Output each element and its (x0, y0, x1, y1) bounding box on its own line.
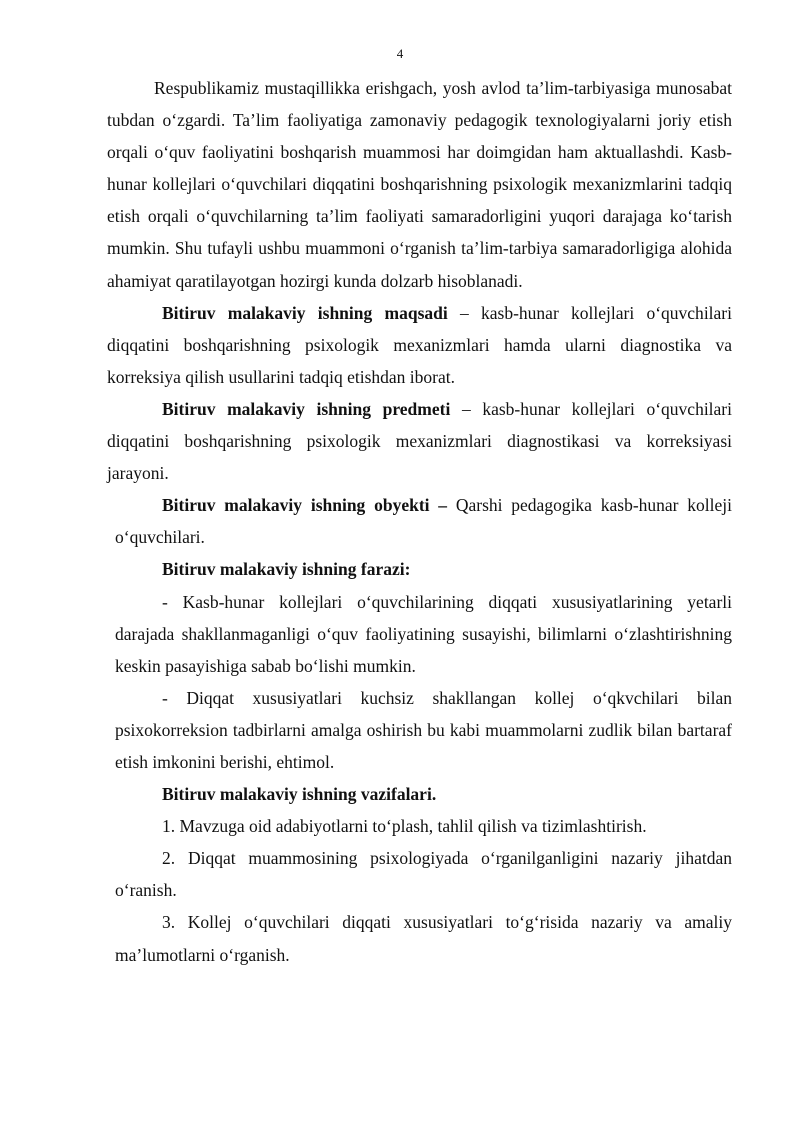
task-item-3: 3. Kollej o‘quvchilari diqqati xususiyatlari to‘g‘risida nazariy va amaliy ma’lumotlarni o‘rganish. (115, 912, 732, 965)
hypothesis-label: Bitiruv malakaviy ishning farazi: (162, 559, 411, 580)
subject-label: Bitiruv malakaviy ishning predmeti (162, 398, 451, 419)
subject-paragraph (107, 393, 732, 489)
document-body (107, 72, 732, 971)
page-number: 4 (396, 46, 404, 61)
goal-text: – kasb-hunar kollejlari o‘quvchilari diqqatini boshqarishning psixologik mexanizmlari hamda ularni diagnostika va korreksiya qilish usullarini tadqiq etishdan iborat. (107, 302, 732, 387)
task-item-1: 1. Mavzuga oid adabiyotlarni to‘plash, tahlil qilish va tizimlashtirish. (162, 816, 647, 837)
object-label: Bitiruv malakaviy ishning obyekti – (162, 495, 448, 516)
hypothesis-item-2: - Diqqat xususiyatlari kuchsiz shakllangan kollej o‘qkvchilari bilan psixokorreksion tadbirlarni amalga oshirish bu kabi muammolarni zudlik bilan bartaraf etish imkonini berishi, ehtimol. (115, 687, 732, 772)
subject-text: – kasb-hunar kollejlari o‘quvchilari diqqatini boshqarishning psixologik mexanizmlari diagnostikasi va korreksiyasi jarayoni. (107, 398, 733, 484)
tasks-label: Bitiruv malakaviy ishning vazifalari. (162, 784, 437, 805)
goal-paragraph (107, 297, 732, 393)
hypothesis-item-1: - Kasb-hunar kollejlari o‘quvchilarining diqqati xususiyatlarining yetarli darajada shakllanmaganligi o‘quv faoliyatining susayishi, bilimlarni o‘zlashtirishning keskin pasayishiga sabab bo‘lishi mumkin. (115, 591, 732, 676)
object-text: Qarshi pedagogika kasb-hunar kolleji o‘quvchilari. (115, 495, 732, 548)
tasks-heading (107, 778, 732, 810)
object-paragraph (107, 489, 732, 553)
goal-label: Bitiruv malakaviy ishning maqsadi (162, 302, 448, 323)
intro-paragraph: Respublikamiz mustaqillikka erishgach, yosh avlod ta’lim-tarbiyasiga munosabat tubdan o‘zgardi. Ta’lim faoliyatiga zamonaviy pedagogik texnologiyalarni joriy etish orqali o‘quv faoliyatini boshqarish muammosi har doimgidan ham aktuallashdi. Kasb-hunar kollejlari o‘quvchilari diqqatini boshqarishning psixologik mexanizmlarini tadqiq etish orqali o‘quvchilarning ta’lim faoliyati samaradorligini yuqori darajaga ko‘tarish mumkin. Shu tufayli ushbu muammoni o‘rganish ta’lim-tarbiya samaradorligiga alohida ahamiyat qaratilayotgan hozirgi kunda dolzarb hisoblanadi. (107, 78, 732, 291)
hypothesis-heading (107, 553, 732, 585)
task-item-2: 2. Diqqat muammosining psixologiyada o‘rganilganligini nazariy jihatdan o‘ranish. (115, 848, 732, 901)
